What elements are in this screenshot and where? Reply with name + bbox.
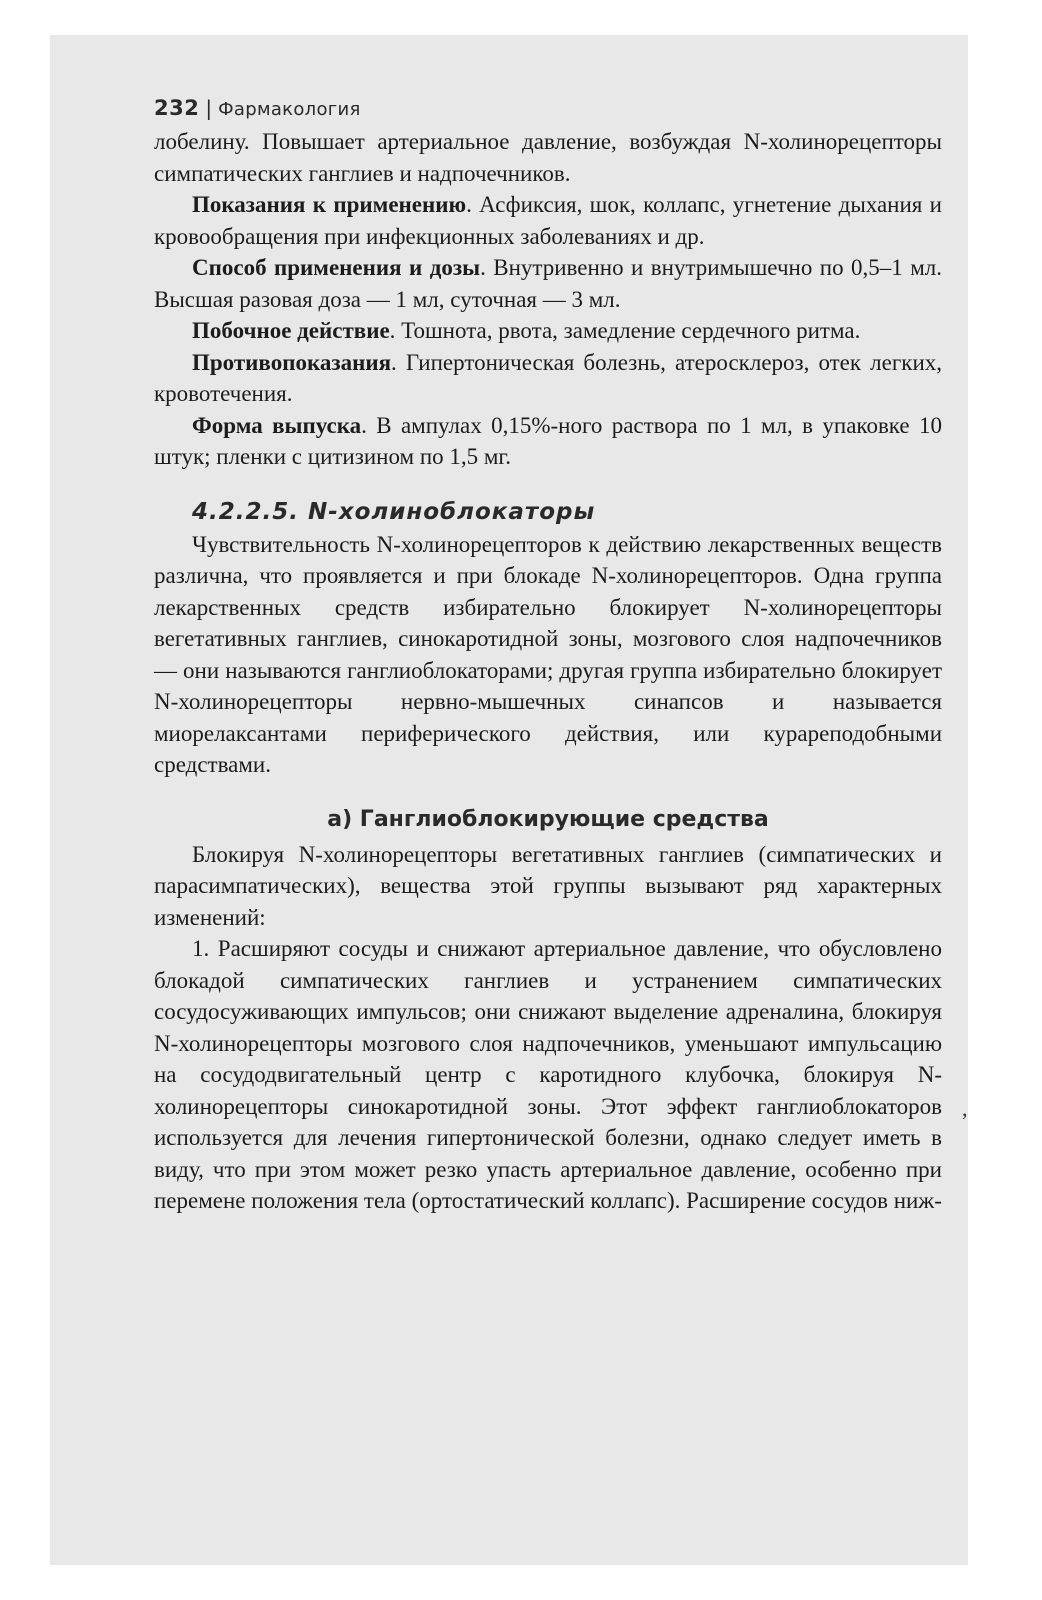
side-effects-label: Побочное действие xyxy=(192,318,390,343)
side-effects-text: . Тошнота, рвота, замедление сердечного ритма. xyxy=(389,318,861,343)
running-title: Фармакология xyxy=(218,99,361,120)
running-header xyxy=(154,96,942,126)
dosage-paragraph xyxy=(154,252,942,315)
page-number: 232 xyxy=(154,96,200,120)
release-form-paragraph xyxy=(154,410,942,473)
indications-label: Показания к применению xyxy=(192,192,467,217)
header-separator: | xyxy=(205,96,213,120)
dosage-label: Способ применения и дозы xyxy=(192,255,481,280)
subsection-intro: Блокируя N-холинорецепторы вегетативных ганглиев (симпатических и парасимпатических), вещества этой группы вызывают ряд характерных изменений: xyxy=(154,841,942,930)
dosage-text: . Внутривенно и внутримышечно по 0,5–1 мл. Высшая разовая доза — 1 мл, суточная — 3 мл. xyxy=(154,255,942,312)
contraindications-label: Противопоказания xyxy=(192,349,392,375)
release-form-text: . В ампулах 0,15%-ного раствора по 1 мл, в упаковке 10 штук; пленки с цитизином по 1,5 мг. xyxy=(154,412,942,469)
section-paragraph: Чувствительность N-холинорецепторов к действию лекарственных веществ различна, что проявляется и при блокаде N-холинорецепторов. Одна группа лекарственных средств избирательно блокирует N-холинорецепторы вегетативных ганглиев, синокаротидной зоны, мозгового слоя надпочечников — они называются ганглиоблокаторами; другая группа избирательно блокирует N-холинорецепторы нервно-мышечных синапсов и называется миорелаксантами периферического действия, или курареподобными средствами. xyxy=(154,531,942,777)
intro-paragraph: лобелину. Повышает артериальное давление, возбуждая N-холинорецепторы симпатических ганглиев и надпочечников. xyxy=(154,129,942,186)
subsection-heading: а) Ганглиоблокирующие средства xyxy=(327,806,769,832)
margin-artifact: , xyxy=(962,1096,968,1121)
section-heading: 4.2.2.5. N-холиноблокаторы xyxy=(192,498,596,525)
release-form-label: Форма выпуска xyxy=(192,412,362,438)
side-effects-paragraph xyxy=(154,315,942,347)
contraindications-paragraph xyxy=(154,347,942,410)
indications-text: . Асфиксия, шок, коллапс, угнетение дыхания и кровообращения при инфекционных заболеваниях и др. xyxy=(154,192,942,249)
list-item-1: 1. Расширяют сосуды и снижают артериальное давление, что обусловлено блокадой симпатических ганглиев и устранением симпатических сосудосуживающих импульсов; они снижают выделение адреналина, блокируя N-холинорецепторы мозгового слоя надпочечников, уменьшают импульсацию на сосудодвигательный центр с каротидного клубочка, блокируя N-холинорецепторы синокаротидной зоны. Этот эффект ганглиоблокаторов используется для лечения гипертонической болезни, однако следует иметь в виду, что при этом может резко упасть артериальное давление, особенно при перемене положения тела (ортостатический коллапс). Расширение сосудов ниж- xyxy=(154,936,942,1213)
contraindications-text: . Гипертоническая болезнь, атеросклероз, отек легких, кровотечения. xyxy=(154,349,942,406)
indications-paragraph xyxy=(154,189,942,252)
page-text-block xyxy=(154,96,942,1217)
